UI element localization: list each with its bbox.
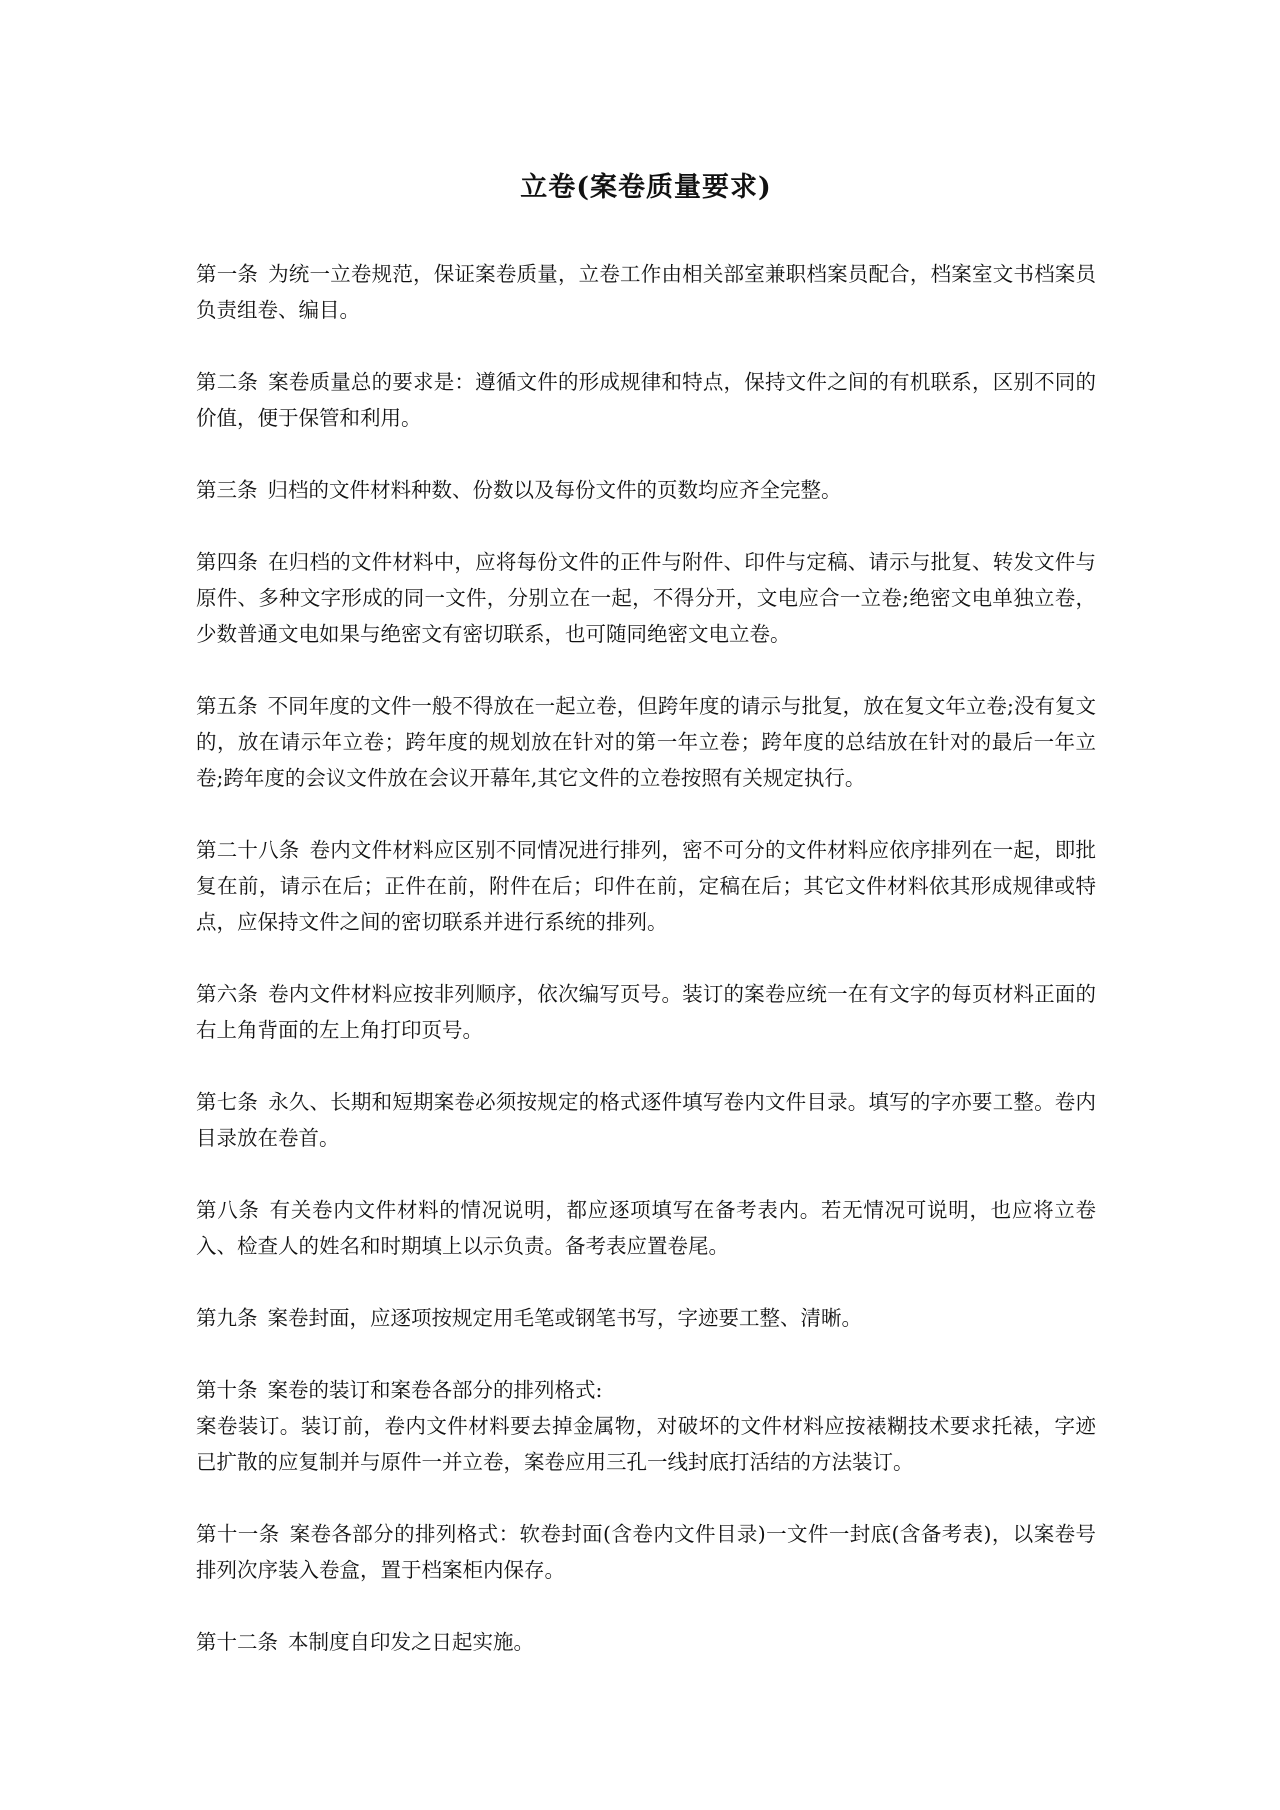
article-text: 不同年度的文件一般不得放在一起立卷，但跨年度的请示与批复，放在复文年立卷;没有复文的，放在请示年立卷；跨年度的规划放在针对的第一年立卷；跨年度的总结放在针对的最后一年立卷;跨年度的会议文件放在会议开幕年,其它文件的立卷按照有关规定执行。 xyxy=(196,694,1097,790)
article-text: 案卷封面，应逐项按规定用毛笔或钢笔书写，字迹要工整、清晰。 xyxy=(267,1306,862,1330)
article-number: 第四条 xyxy=(196,550,259,574)
article-6 xyxy=(196,976,1096,1048)
article-9 xyxy=(196,1300,1096,1336)
article-text: 卷内文件材料应按非列顺序，依次编写页号。装订的案卷应统一在有文字的每页材料正面的右上角背面的左上角打印页号。 xyxy=(196,982,1096,1042)
article-extra-paragraph: 案卷装订。装订前，卷内文件材料要去掉金属物，对破坏的文件材料应按裱糊技术要求托裱，字迹已扩散的应复制并与原件一并立卷，案卷应用三孔一线封底打活结的方法装订。 xyxy=(196,1414,1096,1474)
article-paragraph xyxy=(196,1084,1096,1156)
article-8 xyxy=(196,1192,1096,1264)
article-number: 第六条 xyxy=(196,982,259,1006)
article-number: 第二条 xyxy=(196,370,259,394)
article-paragraph xyxy=(196,1516,1096,1588)
article-number: 第十条 xyxy=(196,1378,258,1402)
article-paragraph xyxy=(196,688,1096,796)
article-2 xyxy=(196,364,1096,436)
article-4 xyxy=(196,544,1096,652)
article-paragraph xyxy=(196,544,1096,652)
article-paragraph xyxy=(196,256,1096,328)
article-7 xyxy=(196,1084,1096,1156)
article-paragraph xyxy=(196,364,1096,436)
article-paragraph xyxy=(196,1372,1096,1408)
article-text: 案卷的装订和案卷各部分的排列格式: xyxy=(267,1378,603,1402)
article-1 xyxy=(196,256,1096,328)
article-11 xyxy=(196,1516,1096,1588)
article-number: 第二十八条 xyxy=(196,838,300,862)
article-text: 有关卷内文件材料的情况说明，都应逐项填写在备考表内。若无情况可说明，也应将立卷入、检查人的姓名和时期填上以示负责。备考表应置卷尾。 xyxy=(196,1198,1097,1258)
document-page xyxy=(196,168,1096,1696)
article-10 xyxy=(196,1372,1096,1480)
article-paragraph xyxy=(196,832,1096,940)
article-text: 在归档的文件材料中，应将每份文件的正件与附件、印件与定稿、请示与批复、转发文件与原件、多种文字形成的同一文件，分别立在一起，不得分开，文电应合一立卷;绝密文电单独立卷，少数普通文电如果与绝密文有密切联系，也可随同绝密文电立卷。 xyxy=(196,550,1096,646)
article-28 xyxy=(196,832,1096,940)
article-text: 永久、长期和短期案卷必须按规定的格式逐件填写卷内文件目录。填写的字亦要工整。卷内目录放在卷首。 xyxy=(196,1090,1096,1150)
article-text: 归档的文件材料种数、份数以及每份文件的页数均应齐全完整。 xyxy=(267,478,842,502)
article-5 xyxy=(196,688,1096,796)
article-paragraph xyxy=(196,976,1096,1048)
article-paragraph xyxy=(196,1300,1096,1336)
article-text: 卷内文件材料应区别不同情况进行排列，密不可分的文件材料应依序排列在一起，即批复在前，请示在后；正件在前，附件在后；印件在前，定稿在后；其它文件材料依其形成规律或特点，应保持文件之间的密切联系并进行系统的排列。 xyxy=(196,838,1097,934)
article-number: 第一条 xyxy=(196,262,259,286)
article-text: 案卷质量总的要求是：遵循文件的形成规律和特点，保持文件之间的有机联系，区别不同的价值，便于保管和利用。 xyxy=(196,370,1096,430)
article-paragraph xyxy=(196,1624,1096,1660)
article-number: 第七条 xyxy=(196,1090,259,1114)
article-3 xyxy=(196,472,1096,508)
article-text: 为统一立卷规范，保证案卷质量，立卷工作由相关部室兼职档案员配合，档案室文书档案员负责组卷、编目。 xyxy=(196,262,1096,322)
article-paragraph xyxy=(196,1192,1096,1264)
article-number: 第五条 xyxy=(196,694,258,718)
article-number: 第十一条 xyxy=(196,1522,280,1546)
article-paragraph xyxy=(196,472,1096,508)
article-number: 第三条 xyxy=(196,478,258,502)
article-12 xyxy=(196,1624,1096,1660)
document-title: 立卷(案卷质量要求) xyxy=(520,172,772,203)
article-number: 第九条 xyxy=(196,1306,258,1330)
article-number: 第十二条 xyxy=(196,1630,278,1654)
article-text: 本制度自印发之日起实施。 xyxy=(288,1630,534,1654)
article-text: 案卷各部分的排列格式：软卷封面(含卷内文件目录)一文件一封底(含备考表)，以案卷号排列次序装入卷盒，置于档案柜内保存。 xyxy=(196,1522,1096,1582)
article-number: 第八条 xyxy=(196,1198,260,1222)
